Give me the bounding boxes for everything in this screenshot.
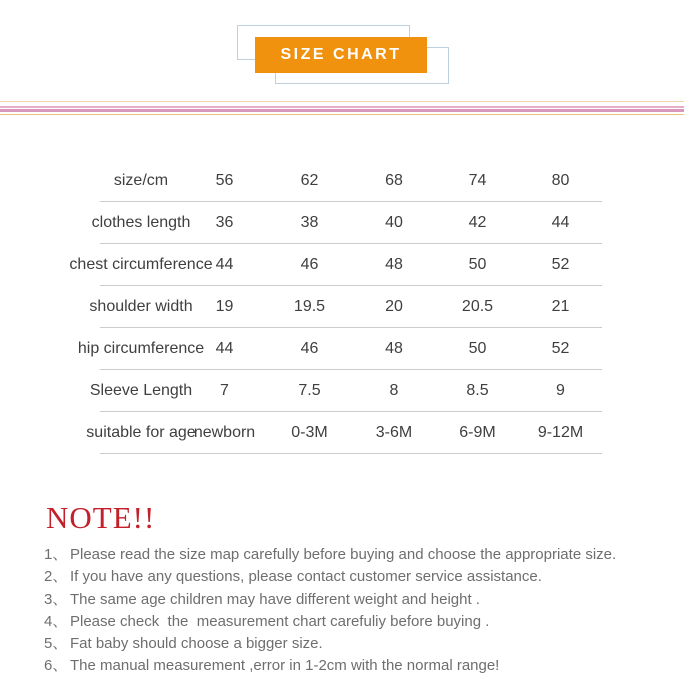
- row-value: 38: [300, 213, 319, 231]
- row-value: 44: [215, 255, 234, 273]
- note-text: The same age children may have different weight and height .: [70, 590, 480, 608]
- row-value: 19.5: [293, 297, 326, 315]
- row-value: 52: [551, 255, 570, 273]
- note-text: Please check the measurement chart carefuliy before buying .: [70, 612, 490, 630]
- row-value: 7.5: [298, 381, 321, 399]
- striped-divider: [0, 101, 684, 115]
- row-value: 50: [468, 255, 487, 273]
- row-value: 20: [385, 297, 403, 315]
- row-value: 62: [300, 171, 319, 189]
- table-row: [77, 328, 602, 370]
- row-value: 0-3M: [291, 423, 328, 441]
- row-value: 42: [468, 213, 487, 231]
- row-value: 68: [385, 171, 403, 189]
- note-number: 5、: [44, 635, 68, 653]
- row-label: Sleeve Length: [89, 381, 193, 399]
- row-value: 20.5: [461, 297, 494, 315]
- row-value: 48: [385, 339, 403, 357]
- row-label: size/cm: [113, 171, 169, 189]
- row-value: 44: [215, 339, 234, 357]
- note-item: [44, 612, 654, 634]
- banner-title: SIZE CHART: [280, 46, 402, 63]
- note-number: 2、: [44, 568, 68, 586]
- note-item: [44, 545, 654, 567]
- row-label: chest circumference: [69, 255, 213, 273]
- row-value: 46: [300, 255, 319, 273]
- row-value: 19: [215, 297, 234, 315]
- row-value: 3-6M: [375, 423, 413, 441]
- row-value: 6-9M: [459, 423, 496, 441]
- row-label: clothes length: [91, 213, 191, 231]
- row-value: 21: [551, 297, 570, 315]
- row-value: 44: [551, 213, 570, 231]
- note-item: [44, 590, 654, 612]
- row-label: shoulder width: [89, 297, 193, 315]
- row-value: 56: [215, 171, 234, 189]
- note-title: NOTE!!: [46, 500, 156, 535]
- row-value: 80: [551, 171, 570, 189]
- row-value: 74: [468, 171, 487, 189]
- note-number: 4、: [44, 612, 68, 630]
- row-value: 7: [220, 381, 229, 399]
- note-text: The manual measurement ,error in 1-2cm with the normal range!: [70, 657, 500, 675]
- note-text: Please read the size map carefully before buying and choose the appropriate size.: [70, 546, 617, 563]
- note-number: 6、: [44, 657, 68, 675]
- row-label: hip circumference: [77, 339, 205, 357]
- note-item: [44, 567, 654, 589]
- row-value: 52: [551, 339, 570, 357]
- row-value: 8: [389, 381, 399, 399]
- divider-stripe-orange: [0, 114, 684, 115]
- note-number: 1、: [44, 546, 68, 563]
- size-chart-banner: [255, 37, 427, 73]
- row-value: 50: [468, 339, 487, 357]
- size-table: [69, 160, 602, 454]
- row-label: suitable for age: [86, 423, 196, 441]
- row-value: 40: [385, 213, 403, 231]
- table-row: [69, 244, 602, 286]
- note-item: [44, 634, 654, 656]
- table-row: [89, 286, 602, 328]
- note-item: [44, 656, 654, 678]
- note-number: 3、: [44, 590, 68, 608]
- row-value: newborn: [193, 423, 256, 441]
- row-value: 9: [556, 381, 565, 399]
- row-value: 46: [300, 339, 319, 357]
- row-value: 8.5: [466, 381, 489, 399]
- note-text: Fat baby should choose a bigger size.: [70, 635, 323, 653]
- row-value: 48: [385, 255, 403, 273]
- table-row: [91, 202, 602, 244]
- table-row: [86, 412, 602, 454]
- row-value: 9-12M: [537, 423, 584, 441]
- row-value: 36: [215, 213, 234, 231]
- note-list: [44, 545, 654, 679]
- note-text: If you have any questions, please contact customer service assistance.: [70, 568, 542, 586]
- table-row: [89, 370, 602, 412]
- table-row: [100, 160, 602, 202]
